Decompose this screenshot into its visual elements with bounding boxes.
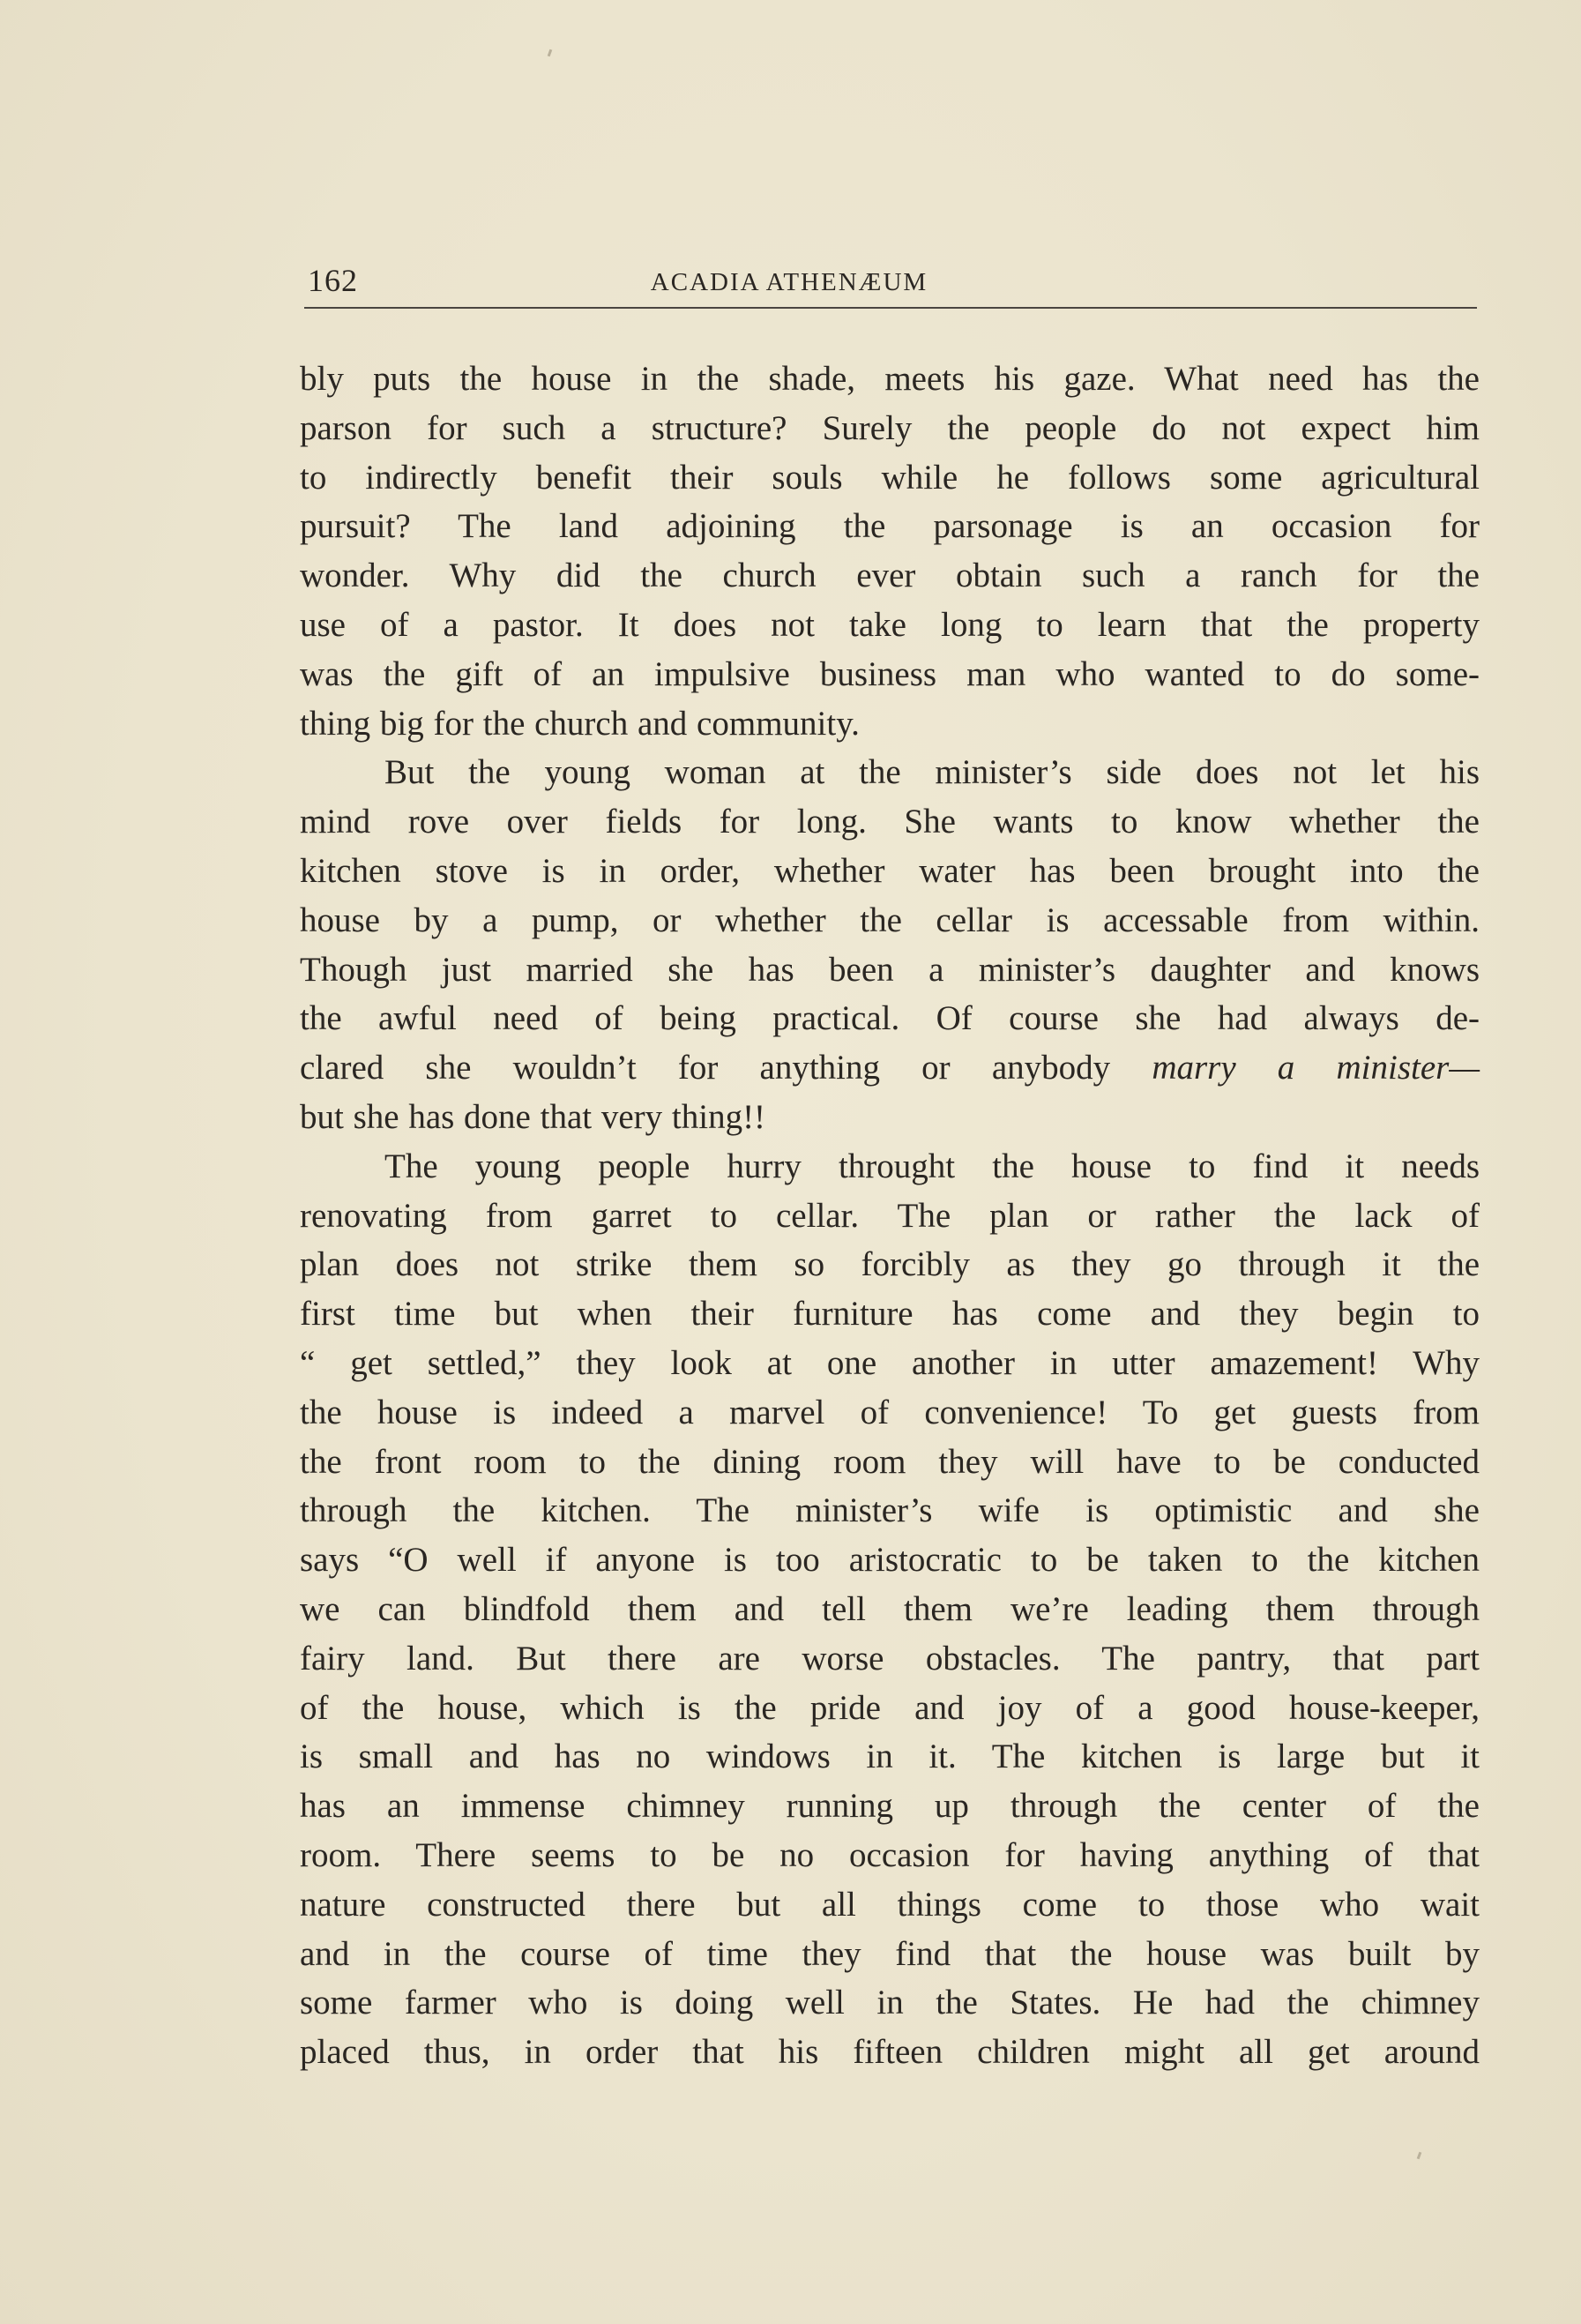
text-line: use of a pastor. It does not take long to learn that the property: [300, 605, 1480, 644]
page-number: 162: [308, 263, 358, 298]
text-line: through the kitchen. The minister’s wife is optimistic and she: [300, 1491, 1480, 1530]
text-line: nature constructed there but all things come to those who wait: [300, 1885, 1480, 1924]
text-line: was the gift of an impulsive business man who wanted to do some-: [300, 654, 1480, 693]
text-line: says “O well if anyone is too aristocratic to be taken to the kitchen: [300, 1541, 1480, 1580]
text-line: the front room to the dining room they will have to be conducted: [300, 1442, 1480, 1481]
text-line: room. There seems to be no occasion for having anything of that: [300, 1835, 1480, 1874]
text-line: placed thus, in order that his fifteen children might all get around: [300, 2033, 1480, 2072]
text-line: parson for such a structure? Surely the people do not expect him: [300, 408, 1480, 447]
running-head: [304, 258, 1477, 309]
paper-speck: [1417, 2152, 1422, 2160]
text-line: some farmer who is doing well in the States. He had the chimney: [300, 1984, 1480, 2022]
text-line: to indirectly benefit their souls while he follows some agricultural: [300, 458, 1480, 497]
text-line: first time but when their furniture has come and they begin to: [300, 1295, 1480, 1334]
text-line-start: clared she wouldn’t for anything or anybody: [300, 1049, 1111, 1087]
text-line-with-italic: [300, 1043, 1480, 1093]
text-line: plan does not strike them so forcibly as they go through it the: [300, 1245, 1480, 1284]
text-line: is small and has no windows in it. The kitchen is large but it: [300, 1737, 1480, 1776]
text-line: mind rove over fields for long. She wants to know whether the: [300, 803, 1480, 841]
text-line: The young people hurry throught the house to find it needs: [384, 1147, 1480, 1185]
text-line: “ get settled,” they look at one another in utter amazement! Why: [300, 1343, 1480, 1382]
text-line: we can blindfold them and tell them we’re leading them through: [300, 1589, 1480, 1628]
text-line: thing big for the church and community.: [300, 704, 860, 743]
text-line: and in the course of time they find that the house was built by: [300, 1934, 1480, 1973]
text-line: of the house, which is the pride and joy of a good house-keeper,: [300, 1688, 1480, 1727]
text-line: But the young woman at the minister’s side does not let his: [384, 753, 1480, 792]
text-line: the awful need of being practical. Of course she had always de-: [300, 999, 1480, 1038]
text-line: fairy land. But there are worse obstacles. The pantry, that part: [300, 1639, 1480, 1678]
italic-phrase: marry a minister—: [1152, 1049, 1480, 1087]
text-line: has an immense chimney running up through the center of the: [300, 1787, 1480, 1826]
text-line: house by a pump, or whether the cellar is accessable from within.: [300, 900, 1480, 939]
text-line: but she has done that very thing!!: [300, 1097, 766, 1136]
paper-speck: [548, 49, 553, 57]
body-text: [300, 355, 1480, 2077]
text-line: renovating from garret to cellar. The plan or rather the lack of: [300, 1196, 1480, 1235]
text-line: kitchen stove is in order, whether water has been brought into the: [300, 851, 1480, 890]
text-line: wonder. Why did the church ever obtain such a ranch for the: [300, 557, 1480, 595]
journal-title: ACADIA ATHENÆUM: [650, 268, 928, 296]
text-line: Though just married she has been a minister’s daughter and knows: [300, 950, 1480, 989]
text-line: the house is indeed a marvel of convenience! To get guests from: [300, 1393, 1480, 1431]
text-line: pursuit? The land adjoining the parsonage is an occasion for: [300, 507, 1480, 546]
text-line: bly puts the house in the shade, meets his gaze. What need has the: [300, 360, 1480, 398]
